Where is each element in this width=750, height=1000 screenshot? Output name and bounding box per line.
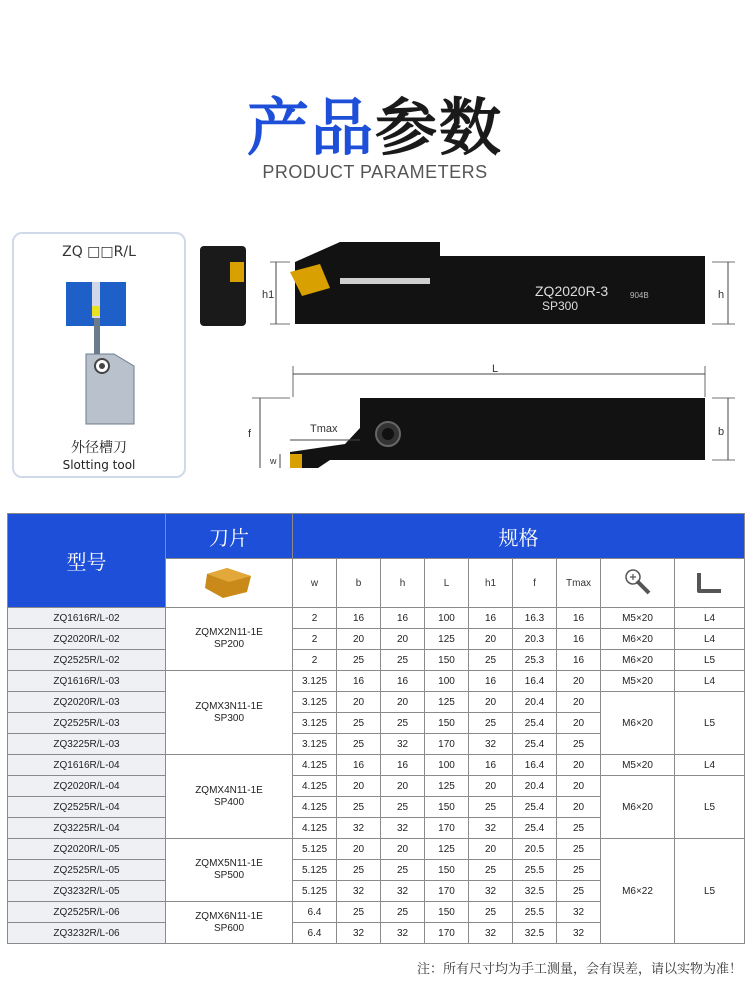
key-spec-cell: L4	[675, 629, 745, 650]
cell-h: 25	[381, 713, 425, 734]
table-row	[8, 839, 745, 860]
cell-f: 25.4	[513, 797, 557, 818]
cell-tmax: 25	[557, 881, 601, 902]
cell-l: 150	[425, 902, 469, 923]
cell-b: 32	[337, 818, 381, 839]
cell-f: 25.4	[513, 818, 557, 839]
screw-spec-cell: M5×20	[601, 671, 675, 692]
insert-image-cell	[166, 559, 293, 608]
key-spec-cell: L5	[675, 839, 745, 944]
model-cell: ZQ2525R/L-03	[8, 713, 166, 734]
insert-model-cell	[166, 608, 293, 671]
cell-f: 20.4	[513, 692, 557, 713]
cell-f: 25.5	[513, 860, 557, 881]
dim-w: w	[270, 456, 277, 466]
cell-f: 16.4	[513, 755, 557, 776]
cell-l: 100	[425, 755, 469, 776]
cell-f: 32.5	[513, 881, 557, 902]
cell-w: 3.125	[293, 671, 337, 692]
cell-h: 16	[381, 755, 425, 776]
screw-spec-cell: M6×20	[601, 629, 675, 650]
cell-w: 5.125	[293, 881, 337, 902]
model-cell: ZQ2020R/L-02	[8, 629, 166, 650]
insert-model-code: ZQMX2N11-1E	[195, 627, 263, 638]
cell-b: 16	[337, 755, 381, 776]
cell-h: 32	[381, 818, 425, 839]
dim-h: h	[718, 289, 725, 301]
insert-grade: SP200	[213, 639, 245, 650]
cell-h1: 25	[469, 860, 513, 881]
table-row	[8, 776, 745, 797]
cell-f: 32.5	[513, 923, 557, 944]
cell-f: 20.3	[513, 629, 557, 650]
cell-l: 150	[425, 860, 469, 881]
cell-h: 20	[381, 629, 425, 650]
cell-h: 20	[381, 692, 425, 713]
cell-f: 16.3	[513, 608, 557, 629]
cell-h1: 32	[469, 881, 513, 902]
cell-tmax: 20	[557, 671, 601, 692]
key-header	[675, 559, 745, 608]
table-row	[8, 755, 745, 776]
cell-h1: 25	[469, 797, 513, 818]
dim-f: f	[248, 428, 252, 440]
cell-tmax: 20	[557, 713, 601, 734]
insert-model-cell	[166, 839, 293, 902]
model-cell: ZQ3232R/L-05	[8, 881, 166, 902]
cell-b: 20	[337, 776, 381, 797]
page-subtitle: PRODUCT PARAMETERS	[262, 162, 488, 182]
cell-h1: 16	[469, 671, 513, 692]
cell-h: 20	[381, 839, 425, 860]
model-cell: ZQ2525R/L-06	[8, 902, 166, 923]
spec-header: 规格	[293, 514, 745, 559]
cell-tmax: 25	[557, 818, 601, 839]
model-cell: ZQ3232R/L-06	[8, 923, 166, 944]
cell-f: 25.5	[513, 902, 557, 923]
cell-b: 20	[337, 692, 381, 713]
model-cell: ZQ3225R/L-04	[8, 818, 166, 839]
spec-table	[7, 513, 745, 944]
cell-w: 4.125	[293, 797, 337, 818]
cell-l: 150	[425, 713, 469, 734]
dim-Tmax: Tmax	[310, 423, 338, 435]
table-row	[8, 650, 745, 671]
tool-marking-1: ZQ2020R-3	[535, 283, 609, 299]
insert-header: 刀片	[166, 514, 293, 559]
cell-b: 32	[337, 881, 381, 902]
tool-small-code: 904B	[630, 291, 649, 300]
cell-l: 150	[425, 650, 469, 671]
cell-h: 25	[381, 650, 425, 671]
insert-model-cell	[166, 755, 293, 839]
cell-f: 16.4	[513, 671, 557, 692]
key-spec-cell: L4	[675, 755, 745, 776]
screw-spec-cell: M6×20	[601, 650, 675, 671]
column-header-w: w	[293, 559, 337, 608]
cell-h1: 32	[469, 734, 513, 755]
screw-header	[601, 559, 675, 608]
table-row	[8, 671, 745, 692]
insert-model-code: ZQMX3N11-1E	[195, 700, 263, 712]
cell-h1: 20	[469, 776, 513, 797]
tool-name-cn: 外径槽刀	[71, 440, 127, 456]
cell-h: 25	[381, 860, 425, 881]
cell-tmax: 32	[557, 902, 601, 923]
cell-tmax: 25	[557, 860, 601, 881]
cell-tmax: 16	[557, 650, 601, 671]
dim-b: b	[718, 426, 725, 438]
cell-tmax: 25	[557, 839, 601, 860]
cell-h: 25	[381, 797, 425, 818]
cell-h1: 25	[469, 713, 513, 734]
key-spec-cell: L5	[675, 650, 745, 671]
cell-w: 5.125	[293, 839, 337, 860]
tool-type-card	[12, 232, 186, 478]
cell-w: 6.4	[293, 923, 337, 944]
insert-model-code: ZQMX6N11-1E	[195, 910, 263, 922]
hex-key-icon	[693, 567, 727, 597]
model-cell: ZQ2525R/L-05	[8, 860, 166, 881]
cell-w: 2	[293, 629, 337, 650]
column-header-tmax: Tmax	[557, 559, 601, 608]
slotting-tool-illustration	[14, 274, 184, 434]
cell-b: 16	[337, 608, 381, 629]
cell-tmax: 16	[557, 629, 601, 650]
tool-name-en: Slotting tool	[62, 458, 136, 472]
cell-b: 25	[337, 713, 381, 734]
key-spec-cell: L5	[675, 692, 745, 755]
dim-h1: h1	[262, 289, 275, 301]
screw-spec-cell: M6×20	[601, 776, 675, 839]
insert-model-cell	[166, 671, 293, 755]
tool-side-view	[290, 242, 705, 324]
model-cell: ZQ1616R/L-04	[8, 755, 166, 776]
tool-code: ZQ □□R/L	[62, 244, 136, 260]
model-cell: ZQ1616R/L-03	[8, 671, 166, 692]
key-spec-cell: L5	[675, 776, 745, 839]
cell-w: 4.125	[293, 818, 337, 839]
cell-b: 20	[337, 839, 381, 860]
cell-h1: 20	[469, 839, 513, 860]
screw-spec-cell: M5×20	[601, 608, 675, 629]
screw-icon	[623, 567, 653, 597]
spec-table-container	[7, 513, 745, 944]
model-header: 型号	[8, 514, 166, 608]
model-cell: ZQ2020R/L-05	[8, 839, 166, 860]
cell-tmax: 20	[557, 755, 601, 776]
cell-h1: 32	[469, 818, 513, 839]
tool-top-view	[290, 398, 705, 468]
table-row	[8, 608, 745, 629]
cell-tmax: 16	[557, 608, 601, 629]
page-title	[0, 78, 750, 167]
page-title-dark: 参数	[375, 91, 504, 164]
cell-tmax: 25	[557, 734, 601, 755]
cell-h1: 20	[469, 692, 513, 713]
cell-l: 125	[425, 692, 469, 713]
cell-h: 32	[381, 881, 425, 902]
cell-h1: 25	[469, 902, 513, 923]
column-header-f: f	[513, 559, 557, 608]
cell-b: 20	[337, 629, 381, 650]
cell-w: 4.125	[293, 776, 337, 797]
cell-l: 100	[425, 608, 469, 629]
cell-l: 170	[425, 923, 469, 944]
column-header-l: L	[425, 559, 469, 608]
cell-f: 25.4	[513, 734, 557, 755]
cell-h: 16	[381, 671, 425, 692]
column-header-b: b	[337, 559, 381, 608]
column-header-h1: h1	[469, 559, 513, 608]
tool-marking-2: SP300	[542, 299, 579, 313]
column-header-h: h	[381, 559, 425, 608]
cell-f: 20.5	[513, 839, 557, 860]
key-spec-cell: L4	[675, 608, 745, 629]
cell-w: 2	[293, 650, 337, 671]
model-cell: ZQ2020R/L-04	[8, 776, 166, 797]
cell-h: 25	[381, 902, 425, 923]
cell-b: 25	[337, 650, 381, 671]
table-row	[8, 692, 745, 713]
cell-w: 3.125	[293, 692, 337, 713]
cell-h1: 20	[469, 629, 513, 650]
cell-b: 25	[337, 797, 381, 818]
model-cell: ZQ1616R/L-02	[8, 608, 166, 629]
cell-l: 125	[425, 839, 469, 860]
footer-note: 注：所有尺寸均为手工测量，会有误差，请以实物为准！	[416, 962, 742, 977]
cell-b: 25	[337, 734, 381, 755]
cell-l: 125	[425, 629, 469, 650]
table-row	[8, 629, 745, 650]
insert-grade: SP500	[213, 870, 245, 881]
tool-drawing	[190, 232, 740, 482]
cell-l: 125	[425, 776, 469, 797]
cell-l: 100	[425, 671, 469, 692]
model-cell: ZQ2020R/L-03	[8, 692, 166, 713]
cell-l: 170	[425, 881, 469, 902]
cell-b: 16	[337, 671, 381, 692]
insert-grade: SP300	[213, 712, 245, 724]
insert-model-code: ZQMX5N11-1E	[195, 858, 263, 869]
cell-h: 32	[381, 734, 425, 755]
screw-spec-cell: M6×22	[601, 839, 675, 944]
cell-h1: 25	[469, 650, 513, 671]
insert-model-code: ZQMX4N11-1E	[195, 784, 263, 796]
cell-tmax: 20	[557, 797, 601, 818]
tool-end-view	[200, 246, 246, 326]
cell-w: 6.4	[293, 902, 337, 923]
cell-f: 25.3	[513, 650, 557, 671]
cell-l: 170	[425, 818, 469, 839]
cell-b: 25	[337, 860, 381, 881]
cell-f: 25.4	[513, 713, 557, 734]
cell-h1: 16	[469, 608, 513, 629]
screw-spec-cell: M5×20	[601, 755, 675, 776]
cell-w: 3.125	[293, 734, 337, 755]
page-title-blue: 产品	[246, 91, 375, 164]
cell-b: 25	[337, 902, 381, 923]
screw-spec-cell: M6×20	[601, 692, 675, 755]
cell-w: 2	[293, 608, 337, 629]
cell-h1: 32	[469, 923, 513, 944]
cell-w: 3.125	[293, 713, 337, 734]
cell-f: 20.4	[513, 776, 557, 797]
cell-h1: 16	[469, 755, 513, 776]
cell-h: 16	[381, 608, 425, 629]
insert-grade: SP600	[213, 922, 245, 934]
cell-h: 32	[381, 923, 425, 944]
dim-L: L	[492, 363, 499, 375]
cell-tmax: 20	[557, 776, 601, 797]
cell-l: 150	[425, 797, 469, 818]
cell-b: 32	[337, 923, 381, 944]
cell-w: 4.125	[293, 755, 337, 776]
key-spec-cell: L4	[675, 671, 745, 692]
insert-icon	[199, 564, 259, 600]
cell-l: 170	[425, 734, 469, 755]
model-cell: ZQ2525R/L-04	[8, 797, 166, 818]
cell-h: 20	[381, 776, 425, 797]
insert-grade: SP400	[213, 796, 245, 808]
cell-w: 5.125	[293, 860, 337, 881]
cell-tmax: 20	[557, 692, 601, 713]
model-cell: ZQ2525R/L-02	[8, 650, 166, 671]
insert-model-cell	[166, 902, 293, 944]
cell-tmax: 32	[557, 923, 601, 944]
model-cell: ZQ3225R/L-03	[8, 734, 166, 755]
